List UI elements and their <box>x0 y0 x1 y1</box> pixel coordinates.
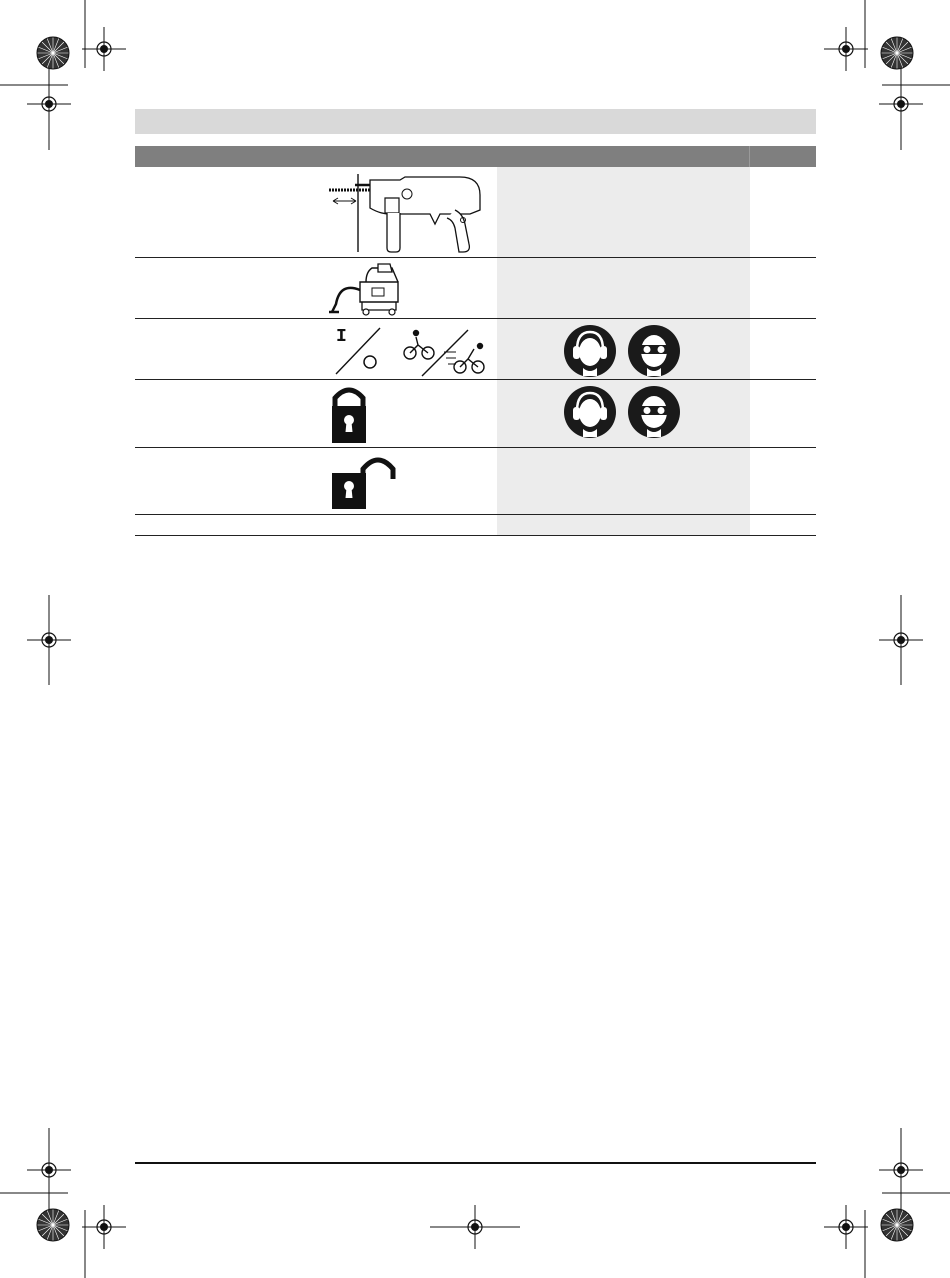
table-header-row <box>135 146 816 167</box>
row-separator <box>135 447 816 448</box>
closed-padlock-icon <box>331 382 367 444</box>
eye-protection-icon <box>627 385 681 439</box>
vacuum-cleaner-illustration <box>328 260 408 317</box>
row-separator <box>135 379 816 380</box>
footer-rule <box>135 1162 816 1164</box>
on-off-switch-and-speed-symbols <box>332 322 492 378</box>
row-separator <box>135 318 816 319</box>
on-symbol: I <box>336 327 347 347</box>
open-padlock-icon <box>331 453 397 511</box>
ear-protection-icon <box>563 385 617 439</box>
table-header-main <box>135 146 749 167</box>
row-separator <box>135 535 816 536</box>
rotary-hammer-depth-stop-illustration <box>325 170 490 254</box>
table-header-side <box>749 146 816 167</box>
row-separator <box>135 514 816 515</box>
eye-protection-icon <box>627 324 681 378</box>
page-header-band <box>135 109 816 134</box>
slow-bicycle-icon <box>404 331 434 360</box>
row-separator <box>135 257 816 258</box>
ear-protection-icon <box>563 324 617 378</box>
shaded-column <box>497 167 750 536</box>
